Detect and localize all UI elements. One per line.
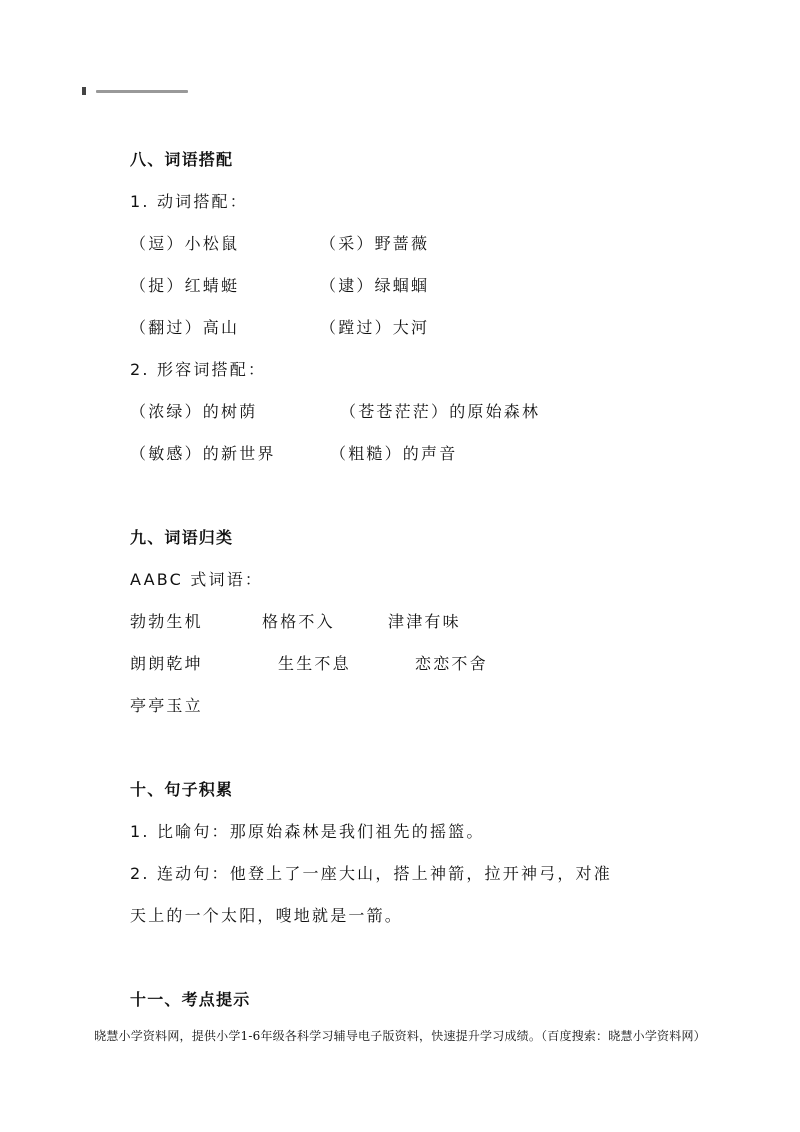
serial-verb-sentence-1: 2. 连动句：他登上了一座大山，搭上神箭，拉开神弓，对准 xyxy=(130,864,612,883)
section11-title: 十一、考点提示 xyxy=(130,990,251,1009)
footer-note: 晓慧小学资料网，提供小学1-6年级各科学习辅导电子版资料，快速提升学习成绩。（百度搜索：晓慧小学资料网） xyxy=(94,1029,706,1043)
section8-sub1: 1. 动词搭配： xyxy=(130,192,248,211)
adj-pair-1-a: （浓绿）的树荫 xyxy=(130,402,258,421)
idiom-2-3: 恋恋不舍 xyxy=(415,654,488,673)
serial-verb-sentence-2: 天上的一个太阳，嗖地就是一箭。 xyxy=(130,906,404,925)
header-mark xyxy=(82,86,188,96)
simile-sentence: 1. 比喻句：那原始森林是我们祖先的摇篮。 xyxy=(130,822,485,841)
idiom-1-3: 津津有味 xyxy=(388,612,461,631)
verb-pair-1-a: （逗）小松鼠 xyxy=(130,234,240,253)
adj-pair-2-b: （粗糙）的声音 xyxy=(330,444,458,463)
header-mark-tick xyxy=(82,87,86,95)
section9-title: 九、词语归类 xyxy=(130,528,234,547)
verb-pair-2-b: （逮）绿蝈蝈 xyxy=(320,276,430,295)
section8-title: 八、词语搭配 xyxy=(130,150,234,169)
verb-pair-3-a: （翻过）高山 xyxy=(130,318,240,337)
idiom-1-1: 勃勃生机 xyxy=(130,612,203,631)
adj-pair-2-a: （敏感）的新世界 xyxy=(130,444,276,463)
idiom-1-2: 格格不入 xyxy=(262,612,335,631)
idiom-3-1: 亭亭玉立 xyxy=(130,696,203,715)
adj-pair-1-b: （苍苍茫茫）的原始森林 xyxy=(340,402,541,421)
verb-pair-3-b: （蹚过）大河 xyxy=(320,318,430,337)
section9-sub1: AABC 式词语： xyxy=(130,570,264,589)
verb-pair-2-a: （捉）红蜻蜓 xyxy=(130,276,240,295)
verb-pair-1-b: （采）野蔷薇 xyxy=(320,234,430,253)
section10-title: 十、句子积累 xyxy=(130,780,234,799)
idiom-2-2: 生生不息 xyxy=(278,654,351,673)
idiom-2-1: 朗朗乾坤 xyxy=(130,654,203,673)
header-mark-line xyxy=(96,90,188,93)
section8-sub2: 2. 形容词搭配： xyxy=(130,360,267,379)
